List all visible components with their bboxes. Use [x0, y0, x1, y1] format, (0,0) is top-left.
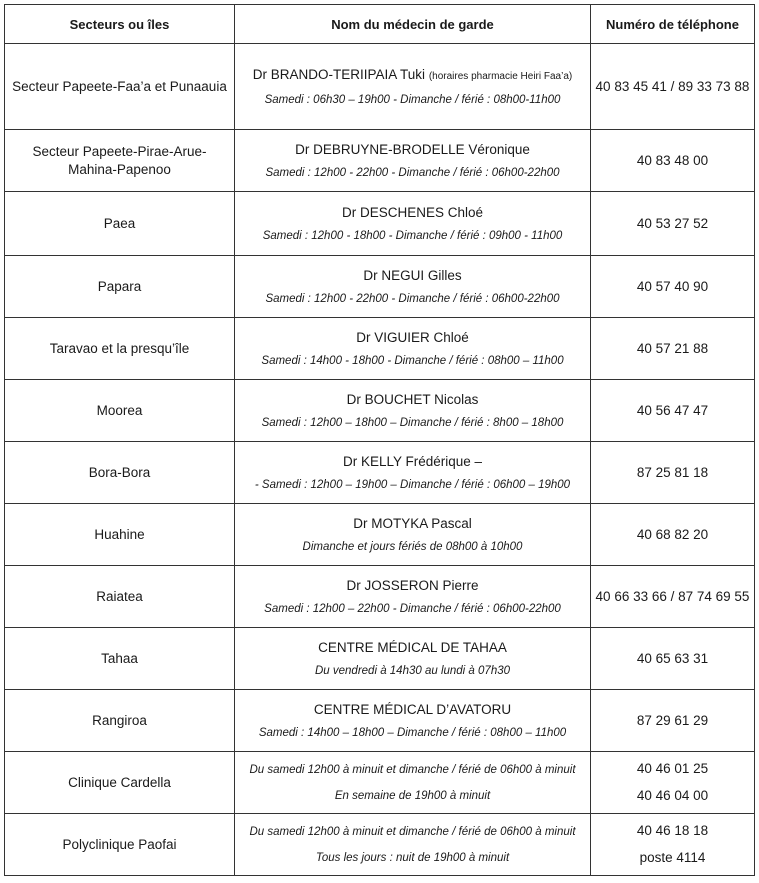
duty-hours: Samedi : 12h00 - 18h00 - Dimanche / férié : 09h00 - 11h00 — [262, 230, 563, 242]
doctor-name: Dr NEGUI Gilles — [363, 268, 462, 283]
table-row — [5, 318, 755, 380]
table-header-row — [5, 5, 755, 44]
doctor-name: Dr DESCHENES Chloé — [341, 205, 484, 220]
doctor-cell — [235, 752, 591, 814]
header-doctor: Nom du médecin de garde — [235, 5, 591, 44]
doctor-name: Dr DEBRUYNE-BRODELLE Véronique — [295, 142, 530, 157]
doctor-name: CENTRE MÉDICAL D’AVATORU — [313, 702, 512, 717]
doctor-name: Dr JOSSERON Pierre — [346, 578, 479, 593]
table-row — [5, 130, 755, 192]
duty-hours: Samedi : 14h00 - 18h00 - Dimanche / férié : 08h00 – 11h00 — [261, 355, 564, 367]
phone-cell: 40 56 47 47 — [591, 380, 755, 442]
sector-cell: Huahine — [5, 504, 235, 566]
phone-cell: 40 68 82 20 — [591, 504, 755, 566]
sector-cell: Taravao et la presqu’île — [5, 318, 235, 380]
doctor-name: Dr KELLY Frédérique – — [342, 454, 483, 469]
sector-cell: Secteur Papeete-Faa’a et Punaauia — [5, 44, 235, 130]
phone-cell: 40 57 40 90 — [591, 256, 755, 318]
table-row — [5, 44, 755, 130]
duty-hours: Dimanche et jours fériés de 08h00 à 10h00 — [302, 541, 523, 553]
table-row — [5, 566, 755, 628]
table-row — [5, 504, 755, 566]
doctor-cell — [235, 192, 591, 256]
doctor-note: (horaires pharmacie Heiri Faa’a) — [428, 71, 573, 82]
duty-hours: Samedi : 06h30 – 19h00 - Dimanche / férié : 08h00-11h00 — [264, 94, 561, 106]
duty-hours: Samedi : 12h00 - 22h00 - Dimanche / férié : 06h00-22h00 — [265, 293, 560, 305]
phone-cell: 87 25 81 18 — [591, 442, 755, 504]
duty-hours: - Samedi : 12h00 – 19h00 – Dimanche / férié : 06h00 – 19h00 — [254, 479, 571, 491]
duty-hours-secondary: Tous les jours : nuit de 19h00 à minuit — [315, 851, 510, 864]
sector-cell: Paea — [5, 192, 235, 256]
table-row — [5, 814, 755, 876]
duty-hours: Samedi : 12h00 – 18h00 – Dimanche / férié : 8h00 – 18h00 — [261, 417, 564, 429]
table-row — [5, 690, 755, 752]
doctor-cell — [235, 130, 591, 192]
table-row — [5, 442, 755, 504]
doctor-name-line — [239, 66, 586, 86]
doctor-name: Dr MOTYKA Pascal — [353, 516, 472, 531]
sector-cell: Polyclinique Paofai — [5, 814, 235, 876]
phone-number-secondary: 40 46 04 00 — [636, 788, 709, 803]
doctor-cell — [235, 690, 591, 752]
phone-cell: 40 83 45 41 / 89 33 73 88 — [591, 44, 755, 130]
table-row — [5, 752, 755, 814]
phone-cell: 40 53 27 52 — [591, 192, 755, 256]
phone-number: 40 46 01 25 — [636, 761, 709, 776]
duty-hours: Du samedi 12h00 à minuit et dimanche / férié de 06h00 à minuit — [249, 825, 576, 838]
duty-hours: Du samedi 12h00 à minuit et dimanche / férié de 06h00 à minuit — [249, 763, 576, 776]
doctor-name: Dr BRANDO-TERIIPAIA Tuki — [252, 67, 426, 82]
phone-cell — [591, 752, 755, 814]
phone-extension: poste 4114 — [639, 850, 706, 865]
sector-cell: Bora-Bora — [5, 442, 235, 504]
phone-cell — [591, 814, 755, 876]
sector-cell: Papara — [5, 256, 235, 318]
sector-cell: Tahaa — [5, 628, 235, 690]
doctor-name: Dr VIGUIER Chloé — [356, 330, 469, 345]
doctor-cell — [235, 566, 591, 628]
duty-hours: Samedi : 12h00 - 22h00 - Dimanche / férié : 06h00-22h00 — [265, 167, 560, 179]
duty-hours: Samedi : 14h00 – 18h00 – Dimanche / férié : 08h00 – 11h00 — [258, 727, 567, 739]
doctor-cell — [235, 442, 591, 504]
table-row — [5, 256, 755, 318]
duty-hours: Du vendredi à 14h30 au lundi à 07h30 — [314, 665, 511, 677]
phone-cell: 40 65 63 31 — [591, 628, 755, 690]
doctor-cell — [235, 628, 591, 690]
sector-cell: Rangiroa — [5, 690, 235, 752]
phone-cell: 40 66 33 66 / 87 74 69 55 — [591, 566, 755, 628]
doctor-cell — [235, 318, 591, 380]
table-row — [5, 192, 755, 256]
doctor-name: Dr BOUCHET Nicolas — [346, 392, 479, 407]
doctor-name: CENTRE MÉDICAL DE TAHAA — [318, 640, 507, 655]
phone-cell: 40 83 48 00 — [591, 130, 755, 192]
doctor-cell — [235, 256, 591, 318]
doctor-cell — [235, 380, 591, 442]
doctor-cell — [235, 504, 591, 566]
phone-cell: 87 29 61 29 — [591, 690, 755, 752]
sector-cell: Clinique Cardella — [5, 752, 235, 814]
table-row — [5, 380, 755, 442]
phone-cell: 40 57 21 88 — [591, 318, 755, 380]
phone-number: 40 46 18 18 — [636, 823, 709, 838]
header-phone: Numéro de téléphone — [591, 5, 755, 44]
table-row — [5, 628, 755, 690]
sector-cell: Secteur Papeete-Pirae-Arue-Mahina-Papenoo — [5, 130, 235, 192]
doctor-cell — [235, 44, 591, 130]
doctor-cell — [235, 814, 591, 876]
sector-cell: Raiatea — [5, 566, 235, 628]
header-sector: Secteurs ou îles — [5, 5, 235, 44]
duty-hours-secondary: En semaine de 19h00 à minuit — [334, 789, 491, 802]
on-call-doctors-table — [4, 4, 755, 876]
duty-hours: Samedi : 12h00 – 22h00 - Dimanche / férié : 06h00-22h00 — [264, 603, 561, 615]
sector-cell: Moorea — [5, 380, 235, 442]
